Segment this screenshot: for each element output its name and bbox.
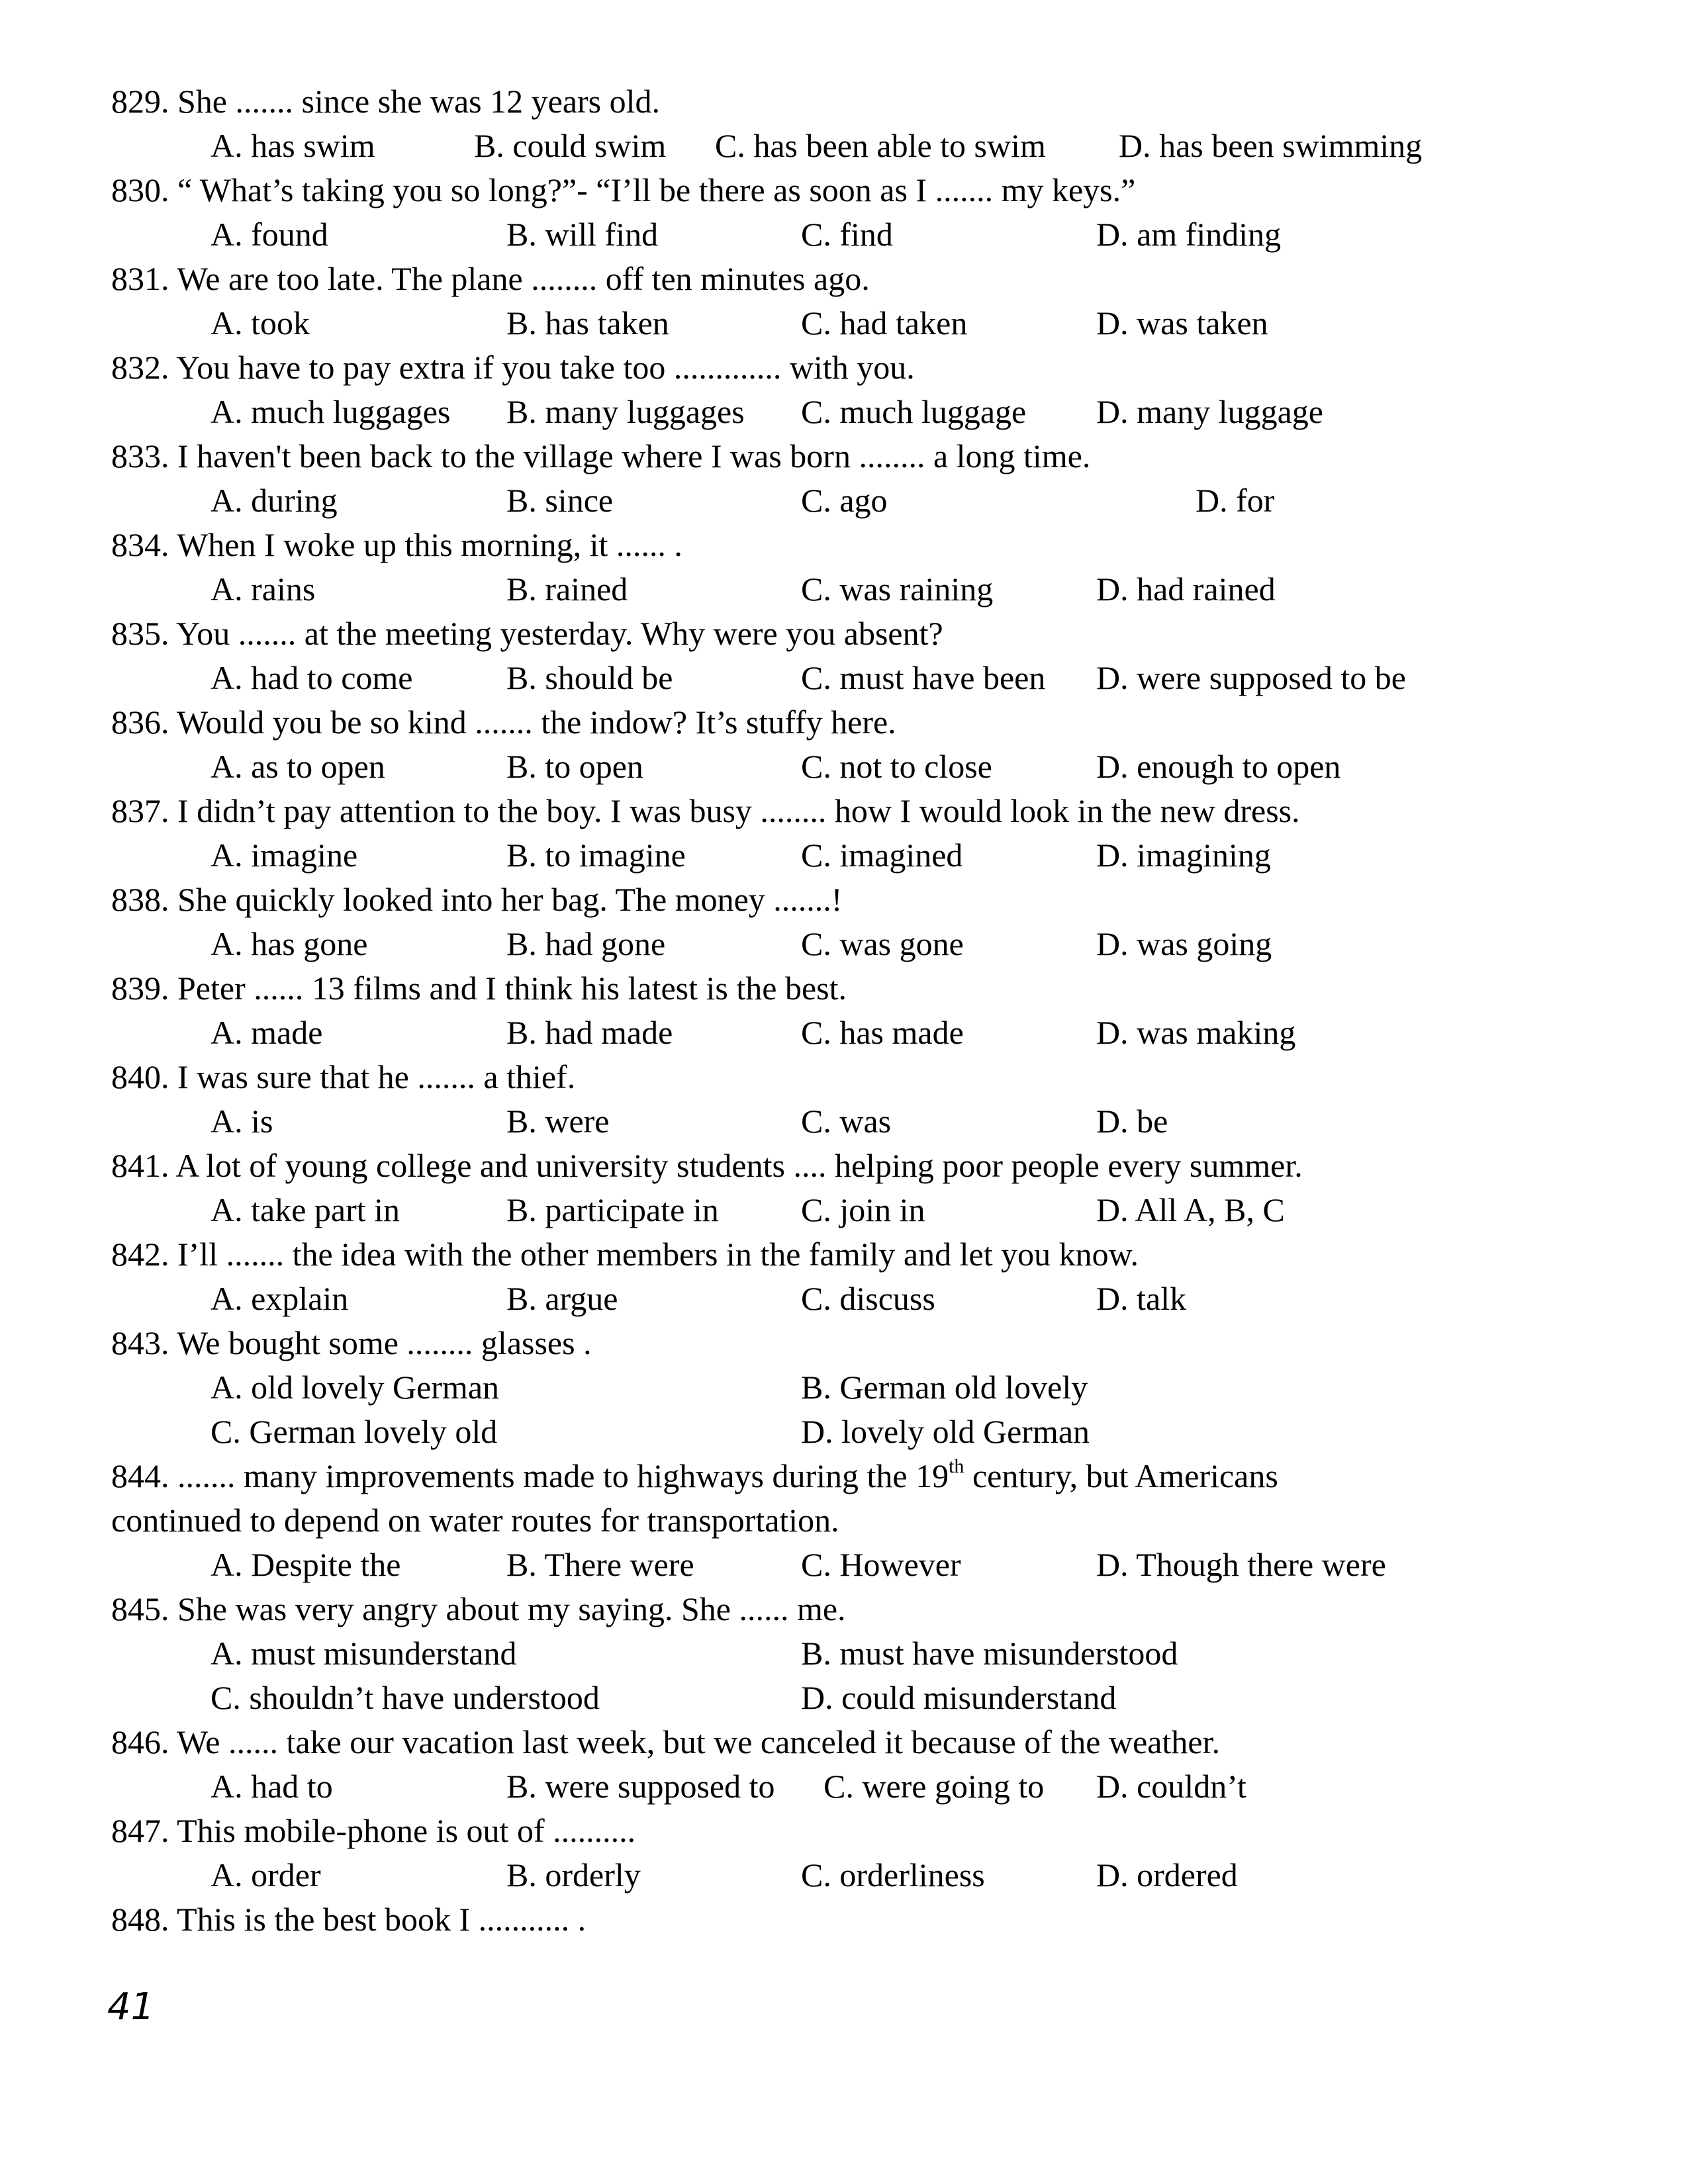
question-845 [111, 1587, 846, 1631]
question-stem: I was sure that he ....... a thief. [177, 1058, 576, 1095]
question-847 [111, 1809, 635, 1852]
option-b: B. must have misunderstood [801, 1635, 1178, 1672]
question-stem-continuation: continued to depend on water routes for transportation. [111, 1502, 839, 1539]
option-d: D. lovely old German [801, 1413, 1090, 1450]
question-831 [111, 257, 870, 300]
question-846 [111, 1720, 1220, 1764]
option-d: D. were supposed to be [1096, 659, 1406, 696]
option-d: D. be [1096, 1103, 1168, 1140]
question-stem: “ What’s taking you so long?”- “I’ll be there as soon as I ....... my keys.” [177, 171, 1136, 208]
option-d: D. has been swimming [1119, 127, 1423, 164]
question-number: 848. [111, 1901, 169, 1938]
option-c: C. shouldn’t have understood [211, 1679, 600, 1716]
option-b: B. since [506, 482, 614, 519]
option-c: C. must have been [801, 659, 1046, 696]
question-stem: She was very angry about my saying. She ...... me. [177, 1590, 846, 1627]
option-a: A. must misunderstand [211, 1635, 517, 1672]
option-d: D. was making [1096, 1014, 1296, 1051]
question-848 [111, 1897, 586, 1941]
option-a: A. as to open [211, 748, 385, 785]
option-a: A. old lovely German [211, 1369, 500, 1406]
option-d: D. was going [1096, 925, 1272, 962]
question-number: 832. [111, 349, 169, 386]
question-stem: We bought some ........ glasses . [177, 1324, 592, 1361]
question-830 [111, 168, 1135, 212]
option-c: C. orderliness [801, 1856, 985, 1893]
option-d: D. couldn’t [1096, 1768, 1246, 1805]
question-stem: Peter ...... 13 films and I think his latest is the best. [177, 970, 847, 1007]
question-835 [111, 612, 943, 655]
question-number: 842. [111, 1236, 169, 1273]
question-842 [111, 1232, 1139, 1276]
question-number: 841. [111, 1147, 169, 1184]
option-d: D. many luggage [1096, 393, 1323, 430]
question-840 [111, 1055, 575, 1099]
superscript: th [949, 1455, 964, 1478]
option-a: A. has gone [211, 925, 368, 962]
option-a: A. rains [211, 570, 316, 608]
question-839 [111, 966, 847, 1010]
option-d: D. All A, B, C [1096, 1191, 1285, 1228]
question-number: 833. [111, 437, 169, 475]
option-c: C. has been able to swim [715, 127, 1046, 164]
option-d: D. could misunderstand [801, 1679, 1117, 1716]
option-c: C. has made [801, 1014, 964, 1051]
question-stem: You ....... at the meeting yesterday. Why were you absent? [176, 615, 943, 652]
option-c: C. had taken [801, 304, 968, 341]
question-number: 847. [111, 1812, 169, 1849]
option-d: D. was taken [1096, 304, 1268, 341]
option-b: B. many luggages [506, 393, 745, 430]
question-stem: When I woke up this morning, it ...... . [177, 526, 682, 563]
option-a: A. take part in [211, 1191, 400, 1228]
option-b: B. had gone [506, 925, 666, 962]
question-number: 836. [111, 704, 169, 741]
question-number: 831. [111, 260, 169, 297]
option-b: B. rained [506, 570, 628, 608]
question-837 [111, 789, 1300, 833]
option-d: D. imagining [1096, 837, 1271, 874]
option-d: D. enough to open [1096, 748, 1341, 785]
option-b: B. were supposed to [506, 1768, 775, 1805]
option-d: D. ordered [1096, 1856, 1238, 1893]
option-c: C. was raining [801, 570, 994, 608]
option-d: D. am finding [1096, 216, 1282, 253]
question-829 [111, 79, 660, 123]
option-b: B. has taken [506, 304, 669, 341]
option-b: B. to imagine [506, 837, 686, 874]
question-838 [111, 878, 842, 921]
option-a: A. imagine [211, 837, 358, 874]
question-stem: I’ll ....... the idea with the other members in the family and let you know. [177, 1236, 1139, 1273]
option-c: C. was [801, 1103, 892, 1140]
option-b: B. German old lovely [801, 1369, 1088, 1406]
option-a: A. has swim [211, 127, 375, 164]
option-c: C. join in [801, 1191, 925, 1228]
question-stem: Would you be so kind ....... the indow? It’s stuffy here. [177, 704, 896, 741]
option-a: A. took [211, 304, 310, 341]
option-c: C. not to close [801, 748, 992, 785]
question-number: 839. [111, 970, 169, 1007]
option-b: B. were [506, 1103, 610, 1140]
option-a: A. much luggages [211, 393, 451, 430]
option-c: C. was gone [801, 925, 964, 962]
question-number: 834. [111, 526, 169, 563]
option-b: B. to open [506, 748, 643, 785]
option-a: A. during [211, 482, 338, 519]
option-b: B. had made [506, 1014, 673, 1051]
option-b: B. will find [506, 216, 659, 253]
question-number: 845. [111, 1590, 169, 1627]
question-stem: We ...... take our vacation last week, but we canceled it because of the weather. [177, 1723, 1220, 1760]
question-stem: This mobile-phone is out of .......... [177, 1812, 636, 1849]
question-834 [111, 523, 682, 567]
option-b: B. orderly [506, 1856, 641, 1893]
option-c: C. ago [801, 482, 888, 519]
question-832 [111, 345, 915, 389]
question-stem: This is the best book I ........... . [177, 1901, 586, 1938]
question-number: 844. [111, 1457, 169, 1494]
question-number: 837. [111, 792, 169, 829]
question-843 [111, 1321, 592, 1365]
option-c: C. imagined [801, 837, 963, 874]
page-number: 41 [107, 1985, 155, 2028]
option-d: D. had rained [1096, 570, 1276, 608]
option-d: D. for [1196, 482, 1275, 519]
option-b: B. There were [506, 1546, 694, 1583]
question-stem-end: century, but Americans [964, 1457, 1278, 1494]
option-a: A. found [211, 216, 328, 253]
question-841 [111, 1144, 1303, 1187]
question-stem: She ....... since she was 12 years old. [177, 83, 661, 120]
option-d: D. talk [1096, 1280, 1187, 1317]
option-a: A. had to [211, 1768, 333, 1805]
question-number: 829. [111, 83, 169, 120]
question-stem: ....... many improvements made to highways during the 19 [177, 1457, 949, 1494]
question-836 [111, 700, 896, 744]
question-stem: We are too late. The plane ........ off ten minutes ago. [177, 260, 870, 297]
option-a: A. explain [211, 1280, 349, 1317]
option-a: A. had to come [211, 659, 413, 696]
option-b: B. could swim [474, 127, 667, 164]
question-stem: I haven't been back to the village where I was born ........ a long time. [177, 437, 1091, 475]
question-stem: I didn’t pay attention to the boy. I was busy ........ how I would look in the new dress. [177, 792, 1300, 829]
question-stem: You have to pay extra if you take too ............. with you. [176, 349, 915, 386]
option-a: A. is [211, 1103, 273, 1140]
question-stem: A lot of young college and university students .... helping poor people every summer. [175, 1147, 1303, 1184]
question-stem: She quickly looked into her bag. The money .......! [177, 881, 843, 918]
option-c: C. find [801, 216, 893, 253]
option-a: A. Despite the [211, 1546, 401, 1583]
question-844 [111, 1454, 1278, 1498]
option-c: C. discuss [801, 1280, 935, 1317]
option-d: D. Though there were [1096, 1546, 1386, 1583]
option-c: C. were going to [823, 1768, 1045, 1805]
question-number: 838. [111, 881, 169, 918]
option-c: C. However [801, 1546, 961, 1583]
option-b: B. argue [506, 1280, 618, 1317]
question-number: 840. [111, 1058, 169, 1095]
option-a: A. order [211, 1856, 321, 1893]
option-a: A. made [211, 1014, 323, 1051]
option-c: C. German lovely old [211, 1413, 498, 1450]
question-number: 843. [111, 1324, 169, 1361]
option-c: C. much luggage [801, 393, 1027, 430]
question-833 [111, 434, 1090, 478]
question-number: 830. [111, 171, 169, 208]
option-b: B. should be [506, 659, 673, 696]
question-number: 835. [111, 615, 169, 652]
option-b: B. participate in [506, 1191, 719, 1228]
question-number: 846. [111, 1723, 169, 1760]
